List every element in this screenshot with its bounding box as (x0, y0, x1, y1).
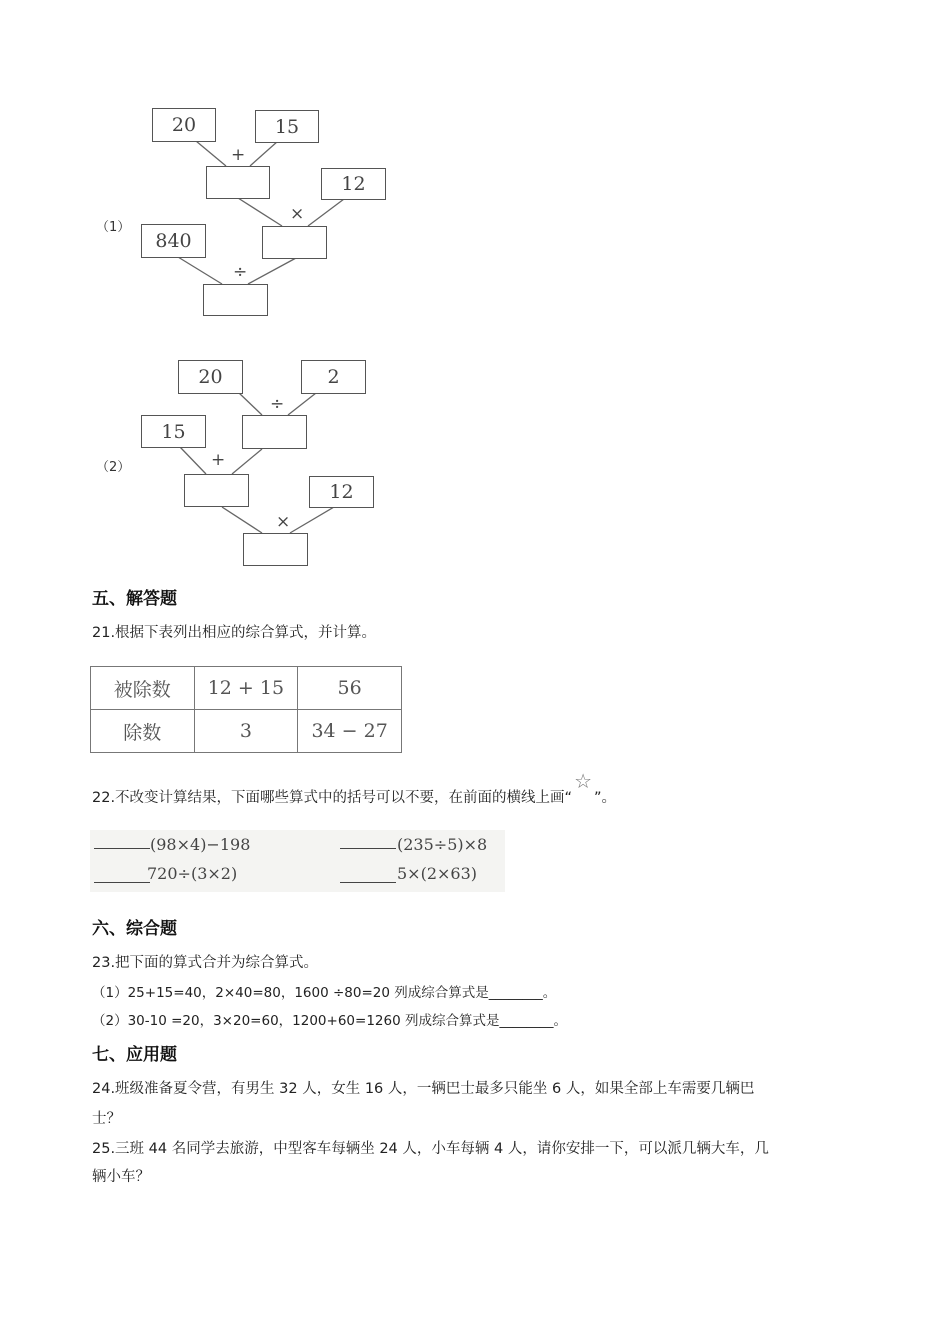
tree1-plus-sign: + (231, 145, 246, 165)
table-cell: 被除数 (91, 667, 195, 710)
tree1-answer-box-2[interactable] (262, 226, 327, 259)
tree2-times-sign: × (276, 512, 291, 532)
table-row (91, 710, 402, 753)
answer-blank[interactable] (340, 848, 396, 849)
table-row (91, 667, 402, 710)
tree2-box-2: 2 (301, 360, 366, 394)
expression-2: (235÷5)×8 (397, 835, 488, 854)
tree2-connector-lines (0, 330, 950, 580)
tree1-label: （1） (96, 220, 131, 235)
tree2-box-12: 12 (309, 476, 374, 508)
answer-blank[interactable] (94, 848, 150, 849)
question-22-instruction-end: ”。 (594, 790, 617, 806)
tree2-answer-box-3[interactable] (243, 533, 308, 566)
tree1-box-12: 12 (321, 168, 386, 200)
section-5-heading: 五、解答题 (92, 589, 177, 609)
answer-blank[interactable] (340, 882, 396, 883)
tree1-answer-box-3[interactable] (203, 284, 268, 316)
tree1-divide-sign: ÷ (233, 262, 248, 282)
question-23-part-2: （2）30-10 =20，3×20=60，1200+60=1260 列成综合算式是________。 (92, 1013, 567, 1029)
tree2-answer-box-1[interactable] (242, 415, 307, 449)
question-22-expressions (90, 830, 505, 892)
tree1-box-20: 20 (152, 108, 216, 142)
tree2-diagram (0, 330, 950, 580)
question-22-instruction: 22.不改变计算结果，下面哪些算式中的括号可以不要，在前面的横线上画“ (92, 790, 573, 806)
tree1-diagram (0, 0, 950, 330)
expression-1: (98×4)−198 (150, 835, 251, 854)
tree2-box-20: 20 (178, 360, 243, 394)
answer-blank[interactable] (94, 882, 150, 883)
tree1-connector-lines (0, 0, 950, 330)
question-21-table (90, 666, 402, 753)
question-25-line-2: 辆小车？ (92, 1169, 150, 1185)
star-icon: ☆ (574, 769, 593, 793)
tree1-answer-box-1[interactable] (206, 166, 270, 199)
table-cell: 56 (298, 667, 402, 710)
section-7-heading: 七、应用题 (92, 1045, 177, 1065)
tree2-box-15: 15 (141, 415, 206, 448)
section-6-heading: 六、综合题 (92, 919, 177, 939)
table-cell: 除数 (91, 710, 195, 753)
question-24-line-1: 24.班级准备夏令营，有男生 32 人，女生 16 人，一辆巴士最多只能坐 6 人，如果全部上车需要几辆巴 (92, 1081, 755, 1097)
tree1-box-15: 15 (255, 110, 319, 143)
tree2-plus-sign: + (211, 450, 226, 470)
question-25-line-1: 25.三班 44 名同学去旅游，中型客车每辆坐 24 人，小车每辆 4 人，请你安排一下，可以派几辆大车，几 (92, 1141, 769, 1157)
question-23-part-1: （1）25+15=40，2×40=80，1600 ÷80=20 列成综合算式是________。 (92, 985, 557, 1001)
tree2-answer-box-2[interactable] (184, 474, 249, 507)
tree1-box-840: 840 (141, 224, 206, 258)
expression-4: 5×(2×63) (397, 864, 478, 883)
table-cell: 3 (194, 710, 298, 753)
tree1-times-sign: × (290, 204, 305, 224)
question-21-text: 21.根据下表列出相应的综合算式，并计算。 (92, 625, 377, 641)
expression-3: 720÷(3×2) (147, 864, 238, 883)
tree2-divide-sign: ÷ (270, 394, 285, 414)
question-22-text (92, 769, 617, 811)
question-23-text: 23.把下面的算式合并为综合算式。 (92, 955, 319, 971)
tree2-label: （2） (96, 460, 131, 475)
question-24-line-2: 士？ (92, 1111, 121, 1127)
table-cell: 34 − 27 (298, 710, 402, 753)
table-cell: 12 + 15 (194, 667, 298, 710)
